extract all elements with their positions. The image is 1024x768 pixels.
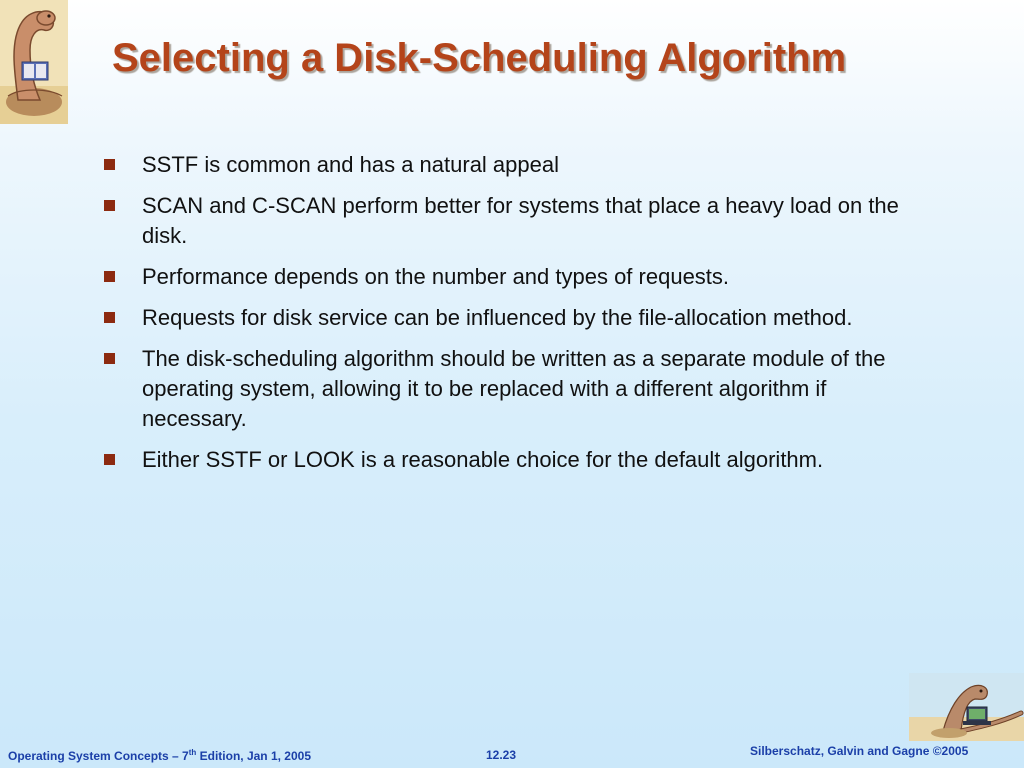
bullet-text: The disk-scheduling algorithm should be written as a separate module of the operating system, allowing it to be replaced with a different algorithm if necessary.	[142, 346, 886, 431]
slide-footer	[0, 744, 1024, 768]
square-bullet-icon	[104, 159, 115, 170]
bullet-text: Requests for disk service can be influenced by the file-allocation method.	[142, 305, 853, 330]
dinosaur-reading-icon	[0, 0, 68, 124]
bullet-text: Performance depends on the number and types of requests.	[142, 264, 730, 289]
bullet-list	[104, 150, 904, 486]
bullet-item	[104, 344, 904, 434]
bullet-item	[104, 191, 904, 251]
slide-title: Selecting a Disk-Scheduling Algorithm	[112, 36, 847, 80]
square-bullet-icon	[104, 454, 115, 465]
bullet-item	[104, 150, 904, 180]
bullet-item	[104, 445, 904, 475]
bullet-item	[104, 262, 904, 292]
footer-authors: Silberschatz, Galvin and Gagne ©2005	[750, 744, 969, 758]
bullet-text: SCAN and C-SCAN perform better for systems that place a heavy load on the disk.	[142, 193, 899, 248]
dinosaur-laptop-icon	[909, 673, 1024, 741]
square-bullet-icon	[104, 200, 115, 211]
bullet-text: SSTF is common and has a natural appeal	[142, 152, 560, 177]
square-bullet-icon	[104, 271, 115, 282]
footer-book-title: Operating System Concepts – 7th Edition, Jan 1, 2005	[8, 748, 312, 763]
bullet-text: Either SSTF or LOOK is a reasonable choice for the default algorithm.	[142, 447, 824, 472]
footer-page-number: 12.23	[486, 748, 517, 762]
square-bullet-icon	[104, 312, 115, 323]
square-bullet-icon	[104, 353, 115, 364]
bullet-item	[104, 303, 904, 333]
